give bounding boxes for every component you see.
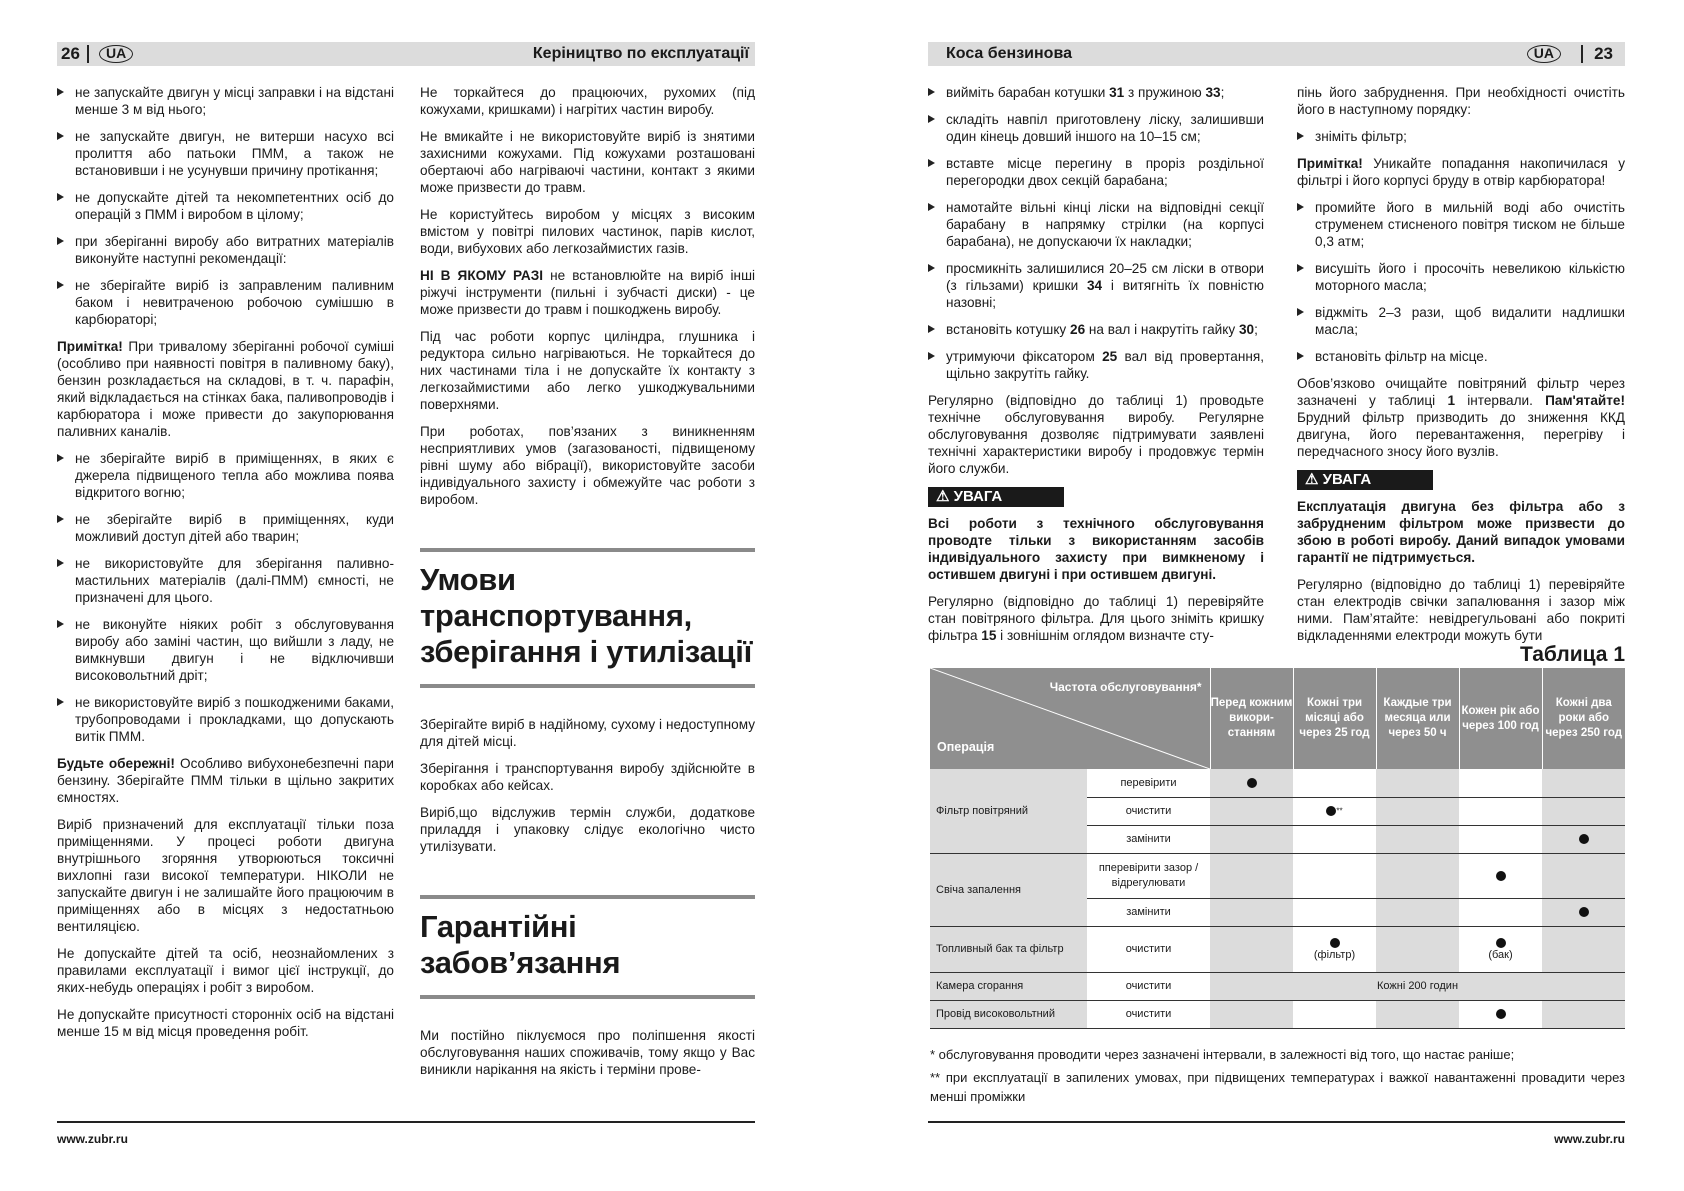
bold-text: Пам'ятайте!: [1545, 393, 1625, 408]
paragraph: [1297, 84, 1625, 118]
bullet-arrow-icon: [1297, 308, 1304, 316]
text: Не торкайтеся до працюючих, рухомих (під кожухами, кришками) і нагрітих частин виробу.: [420, 85, 755, 117]
bullet-arrow-icon: [928, 159, 935, 167]
footnote-2: ** при експлуатації в запилених умовах, при підвищених температурах і важкої навантаженні провадити через менші проміжки: [930, 1070, 1625, 1104]
paragraph: [57, 945, 394, 996]
schedule-cell: [1376, 926, 1459, 972]
bullet-item: [57, 450, 394, 501]
column-header: Кожен рік або через 100 год: [1459, 668, 1542, 769]
page-number: 23: [1594, 44, 1613, 63]
paragraph: [420, 804, 755, 855]
paragraph: [928, 392, 1264, 477]
schedule-cell: [1542, 926, 1625, 972]
text: не зберігайте виріб в приміщеннях, куди можливий доступ дітей або тварин;: [75, 512, 394, 544]
bullet-arrow-icon: [928, 115, 935, 123]
action-cell: пперевірити зазор / відрегулювати: [1087, 853, 1210, 898]
bold-text: Примітка!: [57, 339, 123, 354]
table-row: [930, 853, 1625, 898]
bullet-arrow-icon: [1297, 352, 1304, 360]
schedule-cell: [1542, 797, 1625, 825]
warning-triangle-icon: ⚠: [1305, 471, 1323, 488]
text: віджміть 2–3 рази, щоб видалити надлишки масла;: [1315, 305, 1625, 337]
table-row: [930, 926, 1625, 972]
text: на вал і накрутіть гайку: [1085, 322, 1239, 337]
bullet-item: [928, 260, 1264, 311]
schedule-cell: [1542, 825, 1625, 853]
text: Не допускайте присутності сторонніх осіб на відстані менше 15 м від місця проведення робіт.: [57, 1007, 394, 1039]
text: Зберігайте виріб в надійному, сухому і недоступному для дітей місці.: [420, 717, 755, 749]
paragraph: [1297, 498, 1625, 566]
page-number: 26: [61, 44, 80, 63]
bold-text: 31: [1109, 85, 1125, 100]
schedule-cell: [1542, 853, 1625, 898]
bullet-arrow-icon: [1297, 203, 1304, 211]
bullet-arrow-icon: [1297, 132, 1304, 140]
bold-text: Будьте обережні!: [57, 756, 175, 771]
warning-banner: [1297, 470, 1433, 490]
column-header: Перед кожним викори-станням: [1210, 668, 1293, 769]
table-row: [930, 972, 1625, 1000]
schedule-cell: [1459, 853, 1542, 898]
table-row: [930, 1000, 1625, 1028]
text: ;: [1220, 85, 1225, 100]
table-caption: Таблица 1: [1519, 643, 1625, 666]
text: Брудний фільтр призводить до зниження ККД двигуна, його перевантаження, перегріву і передчасного зносу його вузлів.: [1297, 410, 1625, 459]
bold-text: 34: [1086, 278, 1103, 293]
divider: [1581, 45, 1583, 63]
text: не виконуйте ніяких робіт з обслуговування виробу або заміні частин, що вийшли з ладу, не вимкнувши двигун і не відключивши високовольтний дріт;: [75, 617, 394, 683]
bullet-item: [928, 84, 1264, 101]
text: складіть навпіл приготовлену ліску, залишивши один кінець довший іншого на 10–15 см;: [946, 112, 1264, 144]
text: утримуючи фіксатором: [946, 349, 1103, 364]
bold-text: Примітка!: [1297, 156, 1363, 171]
schedule-cell: [1210, 1000, 1293, 1028]
bullet-dot-icon: [1579, 834, 1589, 844]
text: зніміть фільтр;: [1315, 129, 1407, 144]
warning-block: [928, 487, 1264, 515]
table-header-row: [930, 668, 1625, 769]
schedule-cell: [1210, 853, 1293, 898]
text: Обов’язково очищайте повітряний фільтр через зазначені у таблиці: [1297, 376, 1625, 408]
section-heading: [420, 548, 755, 688]
warning-label: УВАГА: [953, 488, 1003, 505]
text: При тривалому зберіганні робочої суміші (особливо при наявності повітря в паливному баку), бензин розкладається на складові, в т. ч. парафін, який відкладається на стінках бака, паливопроводів і карбюратора і може привести до закупорювання паливних каналів.: [57, 339, 394, 439]
frequency-label: Частота обслуговування*: [1049, 680, 1202, 694]
action-cell: замінити: [1087, 898, 1210, 926]
schedule-cell: [1459, 825, 1542, 853]
text: ;: [1254, 322, 1258, 337]
text: не встановлюйте на виріб інші ріжучі інструменти (пильні і зубчасті диски) - це може призвести до травм і пошкоджень виробу.: [420, 268, 755, 317]
paragraph: [420, 206, 755, 257]
bullet-item: [1297, 128, 1625, 145]
schedule-cell: [1542, 1000, 1625, 1028]
bullet-item: [1297, 304, 1625, 338]
bullet-arrow-icon: [928, 264, 935, 272]
bold-text: Всі роботи з технічного обслуговування проводте тільки з використанням засобів індивідуального захисту при вимкненому і остившем двигуні і при остившем двигуні.: [928, 516, 1264, 582]
operation-name: Провід високовольтний: [930, 1000, 1087, 1028]
bullet-item: [1297, 348, 1625, 365]
bullet-item: [928, 111, 1264, 145]
bullet-item: [57, 128, 394, 179]
interval-span-cell: Кожні 200 годин: [1210, 972, 1625, 1000]
text: висушіть його і просочіть невеликою кількістю моторного масла;: [1315, 261, 1625, 293]
warning-triangle-icon: ⚠: [936, 488, 954, 505]
action-cell: очистити: [1087, 797, 1210, 825]
schedule-cell: [1293, 797, 1376, 825]
bullet-item: [57, 233, 394, 267]
text: і витягніть їх повністю назовні;: [946, 278, 1264, 310]
bullet-dot-icon: [1496, 938, 1506, 948]
schedule-cell: [1459, 769, 1542, 797]
schedule-cell: [1210, 769, 1293, 797]
bullet-arrow-icon: [57, 454, 64, 462]
text: не використовуйте для зберігання паливно-мастильних матеріалів (далі-ПММ) ємності, не призначені для цього.: [75, 556, 394, 605]
operation-name: Топливный бак та фільтр: [930, 926, 1087, 972]
paragraph: [1297, 375, 1625, 460]
operation-name: Камера сгорання: [930, 972, 1087, 1000]
text: з пружиною: [1124, 85, 1206, 100]
schedule-cell: [1293, 825, 1376, 853]
schedule-cell: [1210, 797, 1293, 825]
right-page-header: [928, 42, 1625, 66]
bullet-arrow-icon: [928, 325, 935, 333]
text: встановіть котушку: [946, 322, 1071, 337]
bullet-item: [57, 511, 394, 545]
table-corner-header: [930, 668, 1210, 769]
bold-text: 15: [981, 628, 997, 643]
bullet-dot-icon: [1247, 778, 1257, 788]
paragraph: [420, 128, 755, 196]
schedule-cell: [1210, 926, 1293, 972]
bold-text: 1: [1447, 393, 1455, 408]
schedule-cell: [1293, 769, 1376, 797]
bullet-item: [928, 321, 1264, 338]
schedule-cell: [1459, 898, 1542, 926]
footer-rule: [57, 1121, 755, 1123]
paragraph: [57, 816, 394, 935]
bullet-dot-icon: [1326, 806, 1336, 816]
column-header: Кожні два роки або через 250 год: [1542, 668, 1625, 769]
bullet-item: [57, 189, 394, 223]
bullet-arrow-icon: [57, 559, 64, 567]
schedule-cell: [1376, 825, 1459, 853]
left-page-header: [57, 42, 755, 66]
schedule-cell: [1459, 797, 1542, 825]
bullet-dot-icon: [1496, 1009, 1506, 1019]
text: Виріб,що відслужив термін служби, додаткове приладдя і упаковку слідує екологічно чисто утилізувати.: [420, 805, 755, 854]
text: Регулярно (відповідно до таблиці 1) перевіряйте стан електродів свічки запалювання і зазор між ними. Пам’ятайте: невідрегульовані або покриті відкладеннями електроди можуть бути: [1297, 577, 1625, 643]
text: Особливо вибухонебезпечні пари бензину. Зберігайте ПММ тільки в щільно закритих ємностях.: [57, 756, 394, 805]
text: Не вмикайте і не використовуйте виріб із знятими захисними кожухами. Під кожухами розташовані обертаючі або нагріваючі частини, контакт з якими може призвести до травм.: [420, 129, 755, 195]
operation-label: Операція: [937, 740, 995, 754]
bullet-dot-icon: [1579, 907, 1589, 917]
bullet-arrow-icon: [928, 88, 935, 96]
left-column-2: [420, 84, 755, 1088]
text: не запускайте двигун, не витерши насухо всі пролиття або патьоки ПММ, а також не встановивши і не усунувши причину протікання;: [75, 129, 394, 178]
schedule-cell: [1376, 1000, 1459, 1028]
bullet-item: [928, 155, 1264, 189]
bullet-item: [928, 348, 1264, 382]
cell-note: (бак): [1488, 949, 1513, 961]
text: намотайте вільні кінці ліски на відповідні секції барабану в напрямку стрілки (на корпусі барабана), не допускаючи їх накладки;: [946, 200, 1264, 249]
paragraph: [420, 716, 755, 750]
text: При роботах, пов’язаних з виникненням несприятливих умов (загазованості, підвищеному рівні шуму або вібрації), використовуйте засоби індивідуального захисту і обмежуйте час роботи з виробом.: [420, 424, 755, 507]
text: Не користуйтесь виробом у місцях з високим вмістом у повітрі пилових частинок, парів кислот, води, вибухових або легкозаймистих газів.: [420, 207, 755, 256]
schedule-cell: [1210, 825, 1293, 853]
warning-banner: [928, 487, 1064, 507]
paragraph: [928, 593, 1264, 644]
operation-name: Свіча запалення: [930, 853, 1087, 926]
heading-line: Умови: [420, 562, 516, 597]
text: Ми постійно піклуємося про поліпшення якості обслуговування наших споживачів, тому якщо у Вас виникли нарікання на якість і терміни прове-: [420, 1028, 755, 1077]
action-cell: замінити: [1087, 825, 1210, 853]
bullet-dot-icon: [1496, 871, 1506, 881]
language-badge: UA: [99, 45, 133, 63]
bullet-item: [1297, 260, 1625, 294]
text: не допускайте дітей та некомпетентних осіб до операцій з ПММ і виробом в цілому;: [75, 190, 394, 222]
paragraph: [420, 760, 755, 794]
header-title: Коса бензинова: [946, 45, 1072, 62]
footer-rule: [928, 1121, 1625, 1123]
heading-line: зберігання і утилізації: [420, 634, 752, 669]
schedule-cell: [1376, 797, 1459, 825]
text: вийміть барабан котушки: [946, 85, 1110, 100]
maintenance-table: [930, 668, 1625, 1029]
action-cell: очистити: [1087, 926, 1210, 972]
paragraph: [420, 1027, 755, 1078]
warning-label: УВАГА: [1322, 471, 1372, 488]
paragraph: [1297, 155, 1625, 189]
text: вставте місце перегину в проріз роздільної перегородки двох секцій барабана;: [946, 156, 1264, 188]
bold-text: Експлуатація двигуна без фільтра або з забрудненим фільтром може призвести до збою в роботі виробу. Даний випадок умовами гарантії не підтримується.: [1297, 499, 1625, 565]
text: просмикніть залишилися 20–25 см ліски в отвори (з гільзами) кришки: [946, 261, 1264, 293]
bold-text: 33: [1205, 85, 1221, 100]
bullet-item: [57, 555, 394, 606]
schedule-cell: [1210, 898, 1293, 926]
schedule-cell: [1542, 769, 1625, 797]
bold-text: 25: [1102, 349, 1118, 364]
heading-line: забов’язання: [420, 945, 621, 980]
schedule-cell: [1293, 1000, 1376, 1028]
text: не використовуйте виріб з пошкодженими баками, трубопроводами і прокладками, що допускають витік ПММ.: [75, 695, 394, 744]
schedule-cell: [1376, 898, 1459, 926]
bullet-dot-icon: [1330, 938, 1340, 948]
warning-block: [1297, 470, 1625, 498]
text: пінь його забруднення. При необхідності очистіть його в наступному порядку:: [1297, 85, 1625, 117]
column-header: Каждые три месяца или через 50 ч: [1376, 668, 1459, 769]
bullet-arrow-icon: [57, 281, 64, 289]
text: при зберіганні виробу або витратних матеріалів виконуйте наступні рекомендації:: [75, 234, 394, 266]
heading-line: Гарантійні: [420, 909, 577, 944]
paragraph: [57, 755, 394, 806]
bullet-item: [57, 694, 394, 745]
schedule-cell: [1542, 898, 1625, 926]
bullet-arrow-icon: [928, 203, 935, 211]
action-cell: перевірити: [1087, 769, 1210, 797]
bullet-item: [928, 199, 1264, 250]
operation-name: Фільтр повітряний: [930, 769, 1087, 853]
text: не запускайте двигун у місці заправки і на відстані менше 3 м від нього;: [75, 85, 394, 117]
text: Уникайте попадання накопичилася у фільтрі і його корпусі бруду в отвір карбюратора!: [1297, 156, 1625, 188]
text: Зберігання і транспортування виробу здійснюйте в коробках або кейсах.: [420, 761, 755, 793]
footer-url: www.zubr.ru: [1554, 1132, 1625, 1146]
bullet-arrow-icon: [57, 620, 64, 628]
bullet-arrow-icon: [57, 88, 64, 96]
paragraph: [1297, 576, 1625, 644]
right-column-1: [928, 84, 1264, 654]
text: Не допускайте дітей та осіб, неознайомлених з правилами експлуатації і вимог цієї інструкції, до яких-небудь операціях і робіт з виробом.: [57, 946, 394, 995]
bullet-arrow-icon: [57, 132, 64, 140]
schedule-cell: [1293, 853, 1376, 898]
bullet-arrow-icon: [928, 352, 935, 360]
bullet-item: [57, 84, 394, 118]
footer-url: www.zubr.ru: [57, 1132, 128, 1146]
schedule-cell: [1459, 1000, 1542, 1028]
right-column-2: [1297, 84, 1625, 654]
bullet-arrow-icon: [57, 698, 64, 706]
bullet-item: [1297, 199, 1625, 250]
divider: [87, 45, 89, 63]
column-header: Кожні три місяці або через 25 год: [1293, 668, 1376, 769]
paragraph: [57, 338, 394, 440]
paragraph: [57, 1006, 394, 1040]
text: Регулярно (відповідно до таблиці 1) перевіряйте стан повітряного фільтра. Для цього зніміть кришку фільтра: [928, 594, 1264, 643]
bullet-arrow-icon: [57, 515, 64, 523]
bullet-item: [57, 616, 394, 684]
schedule-cell: [1293, 926, 1376, 972]
paragraph: [420, 267, 755, 318]
action-cell: очистити: [1087, 1000, 1210, 1028]
cell-note: (фільтр): [1313, 949, 1356, 961]
text: не зберігайте виріб в приміщеннях, в яких є джерела підвищеного тепла або можлива поява відкритого вогню;: [75, 451, 394, 500]
schedule-cell: [1293, 898, 1376, 926]
paragraph: [420, 328, 755, 413]
bold-text: 26: [1070, 322, 1086, 337]
paragraph: [420, 423, 755, 508]
section-heading: [420, 895, 755, 999]
table-row: [930, 769, 1625, 797]
heading-line: транспортування,: [420, 598, 692, 633]
bullet-arrow-icon: [57, 237, 64, 245]
paragraph: [928, 515, 1264, 583]
paragraph: [420, 84, 755, 118]
bullet-item: [57, 277, 394, 328]
bullet-arrow-icon: [1297, 264, 1304, 272]
left-column-1: [57, 84, 394, 1050]
bullet-arrow-icon: [57, 193, 64, 201]
bold-text: 30: [1238, 322, 1255, 337]
header-title: Керіництво по експлуатації: [532, 45, 749, 62]
text: вал від провертання, щільно закрутіть гайку.: [946, 349, 1264, 381]
schedule-cell: [1376, 769, 1459, 797]
bold-text: НІ В ЯКОМУ РАЗІ: [420, 268, 544, 283]
schedule-cell: [1376, 853, 1459, 898]
text: встановіть фільтр на місце.: [1315, 349, 1488, 364]
language-badge: UA: [1527, 45, 1561, 63]
schedule-cell: [1459, 926, 1542, 972]
action-cell: очистити: [1087, 972, 1210, 1000]
text: Під час роботи корпус циліндра, глушника і редуктора сильно нагріваються. Не торкайтеся до них частинами тіла і не допускайте їх контакту з легкозаймистими або легко ушкоджувальними поверхнями.: [420, 329, 755, 412]
text: не зберігайте виріб із заправленим паливним баком і невитраченою робочою сумішшю в карбюраторі;: [75, 278, 394, 327]
text: промийте його в мильній воді або очистіть струменем стисненого повітря тиском не більше 0,3 атм;: [1315, 200, 1625, 249]
text: і зовнішнім оглядом визначте сту-: [996, 628, 1214, 643]
text: інтервали.: [1455, 393, 1546, 408]
footnote-1: * обслуговування проводити через зазначені інтервали, в залежності від того, що настає раніше;: [930, 1047, 1515, 1062]
text: Виріб призначений для експлуатації тільки поза приміщеннями. У процесі роботи двигуна внутрішнього згоряння утворюються токсичні вихлопні гази високої температури. НІКОЛИ не запускайте двигун і не залишайте його працюючим в приміщеннях або в місцях з недостатньою вентиляцією.: [57, 817, 394, 934]
footnote-marker: **: [1336, 806, 1343, 816]
text: Регулярно (відповідно до таблиці 1) проводьте технічне обслуговування виробу. Регулярне обслуговування дозволяє підтримувати заявлені технічні характеристики виробу і продовжує термін його служби.: [928, 393, 1264, 476]
